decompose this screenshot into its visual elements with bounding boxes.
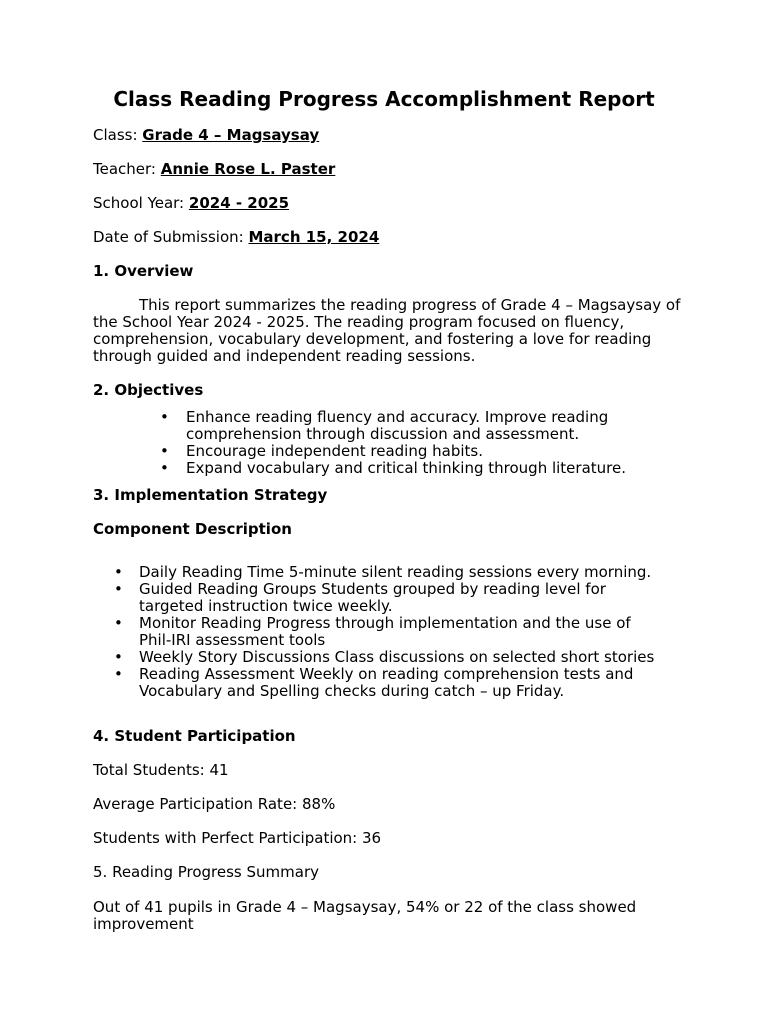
bullet-icon: • — [114, 580, 123, 598]
objective-item — [0, 443, 700, 460]
objective-item — [0, 460, 700, 477]
total-students: Total Students: 41 — [93, 761, 229, 779]
component-item — [93, 581, 713, 615]
school-year-field — [93, 195, 693, 212]
class-value: Grade 4 – Magsaysay — [142, 126, 320, 144]
submission-date-field — [93, 229, 693, 246]
bullet-icon: • — [114, 665, 123, 683]
submission-date-value: March 15, 2024 — [248, 228, 380, 246]
bullet-icon: • — [114, 648, 123, 666]
component-text: Daily Reading Time 5-minute silent reading sessions every morning. — [139, 563, 652, 581]
bullet-icon: • — [160, 442, 169, 460]
class-field — [93, 127, 693, 144]
progress-summary-text: Out of 41 pupils in Grade 4 – Magsaysay, 54% or 22 of the class showed improvement — [93, 898, 637, 933]
component-item — [93, 666, 713, 700]
component-text: Monitor Reading Progress through implementation and the use of Phil-IRI assessment tools — [139, 614, 631, 649]
objective-text: Enhance reading fluency and accuracy. Improve reading comprehension through discussion and assessment. — [186, 408, 609, 443]
objective-text: Expand vocabulary and critical thinking through literature. — [186, 459, 626, 477]
bullet-icon: • — [114, 563, 123, 581]
component-item — [93, 615, 713, 649]
implementation-heading: 3. Implementation Strategy — [93, 486, 328, 504]
average-participation-rate: Average Participation Rate: 88% — [93, 795, 336, 813]
component-text: Weekly Story Discussions Class discussions on selected short stories — [139, 648, 655, 666]
class-label: Class: — [93, 126, 143, 144]
bullet-icon: • — [160, 459, 169, 477]
bullet-icon: • — [160, 408, 169, 426]
objective-item — [0, 409, 700, 443]
objectives-list — [0, 409, 700, 477]
component-item — [93, 649, 713, 666]
overview-heading: 1. Overview — [93, 262, 194, 280]
objectives-heading: 2. Objectives — [93, 381, 204, 399]
components-list — [93, 564, 713, 700]
perfect-participation: Students with Perfect Participation: 36 — [93, 829, 382, 847]
school-year-label: School Year: — [93, 194, 189, 212]
teacher-label: Teacher: — [93, 160, 161, 178]
component-text: Reading Assessment Weekly on reading comprehension tests and Vocabulary and Spelling checks during catch – up Friday. — [139, 665, 634, 700]
component-item — [93, 564, 713, 581]
participation-heading: 4. Student Participation — [93, 727, 296, 745]
report-title: Class Reading Progress Accomplishment Report — [113, 87, 655, 111]
objective-text: Encourage independent reading habits. — [186, 442, 483, 460]
progress-summary-heading: 5. Reading Progress Summary — [93, 863, 320, 881]
component-text: Guided Reading Groups Students grouped by reading level for targeted instruction twice weekly. — [139, 580, 606, 615]
overview-paragraph: This report summarizes the reading progress of Grade 4 – Magsaysay of the School Year 2024 - 2025. The reading program focused on fluency, comprehension, vocabulary development, and fostering a love for reading through guided and independent reading sessions. — [93, 296, 681, 365]
component-description-heading: Component Description — [93, 520, 292, 538]
school-year-value: 2024 - 2025 — [188, 194, 290, 212]
teacher-field — [93, 161, 693, 178]
submission-date-label: Date of Submission: — [93, 228, 249, 246]
bullet-icon: • — [114, 614, 123, 632]
teacher-value: Annie Rose L. Paster — [160, 160, 336, 178]
